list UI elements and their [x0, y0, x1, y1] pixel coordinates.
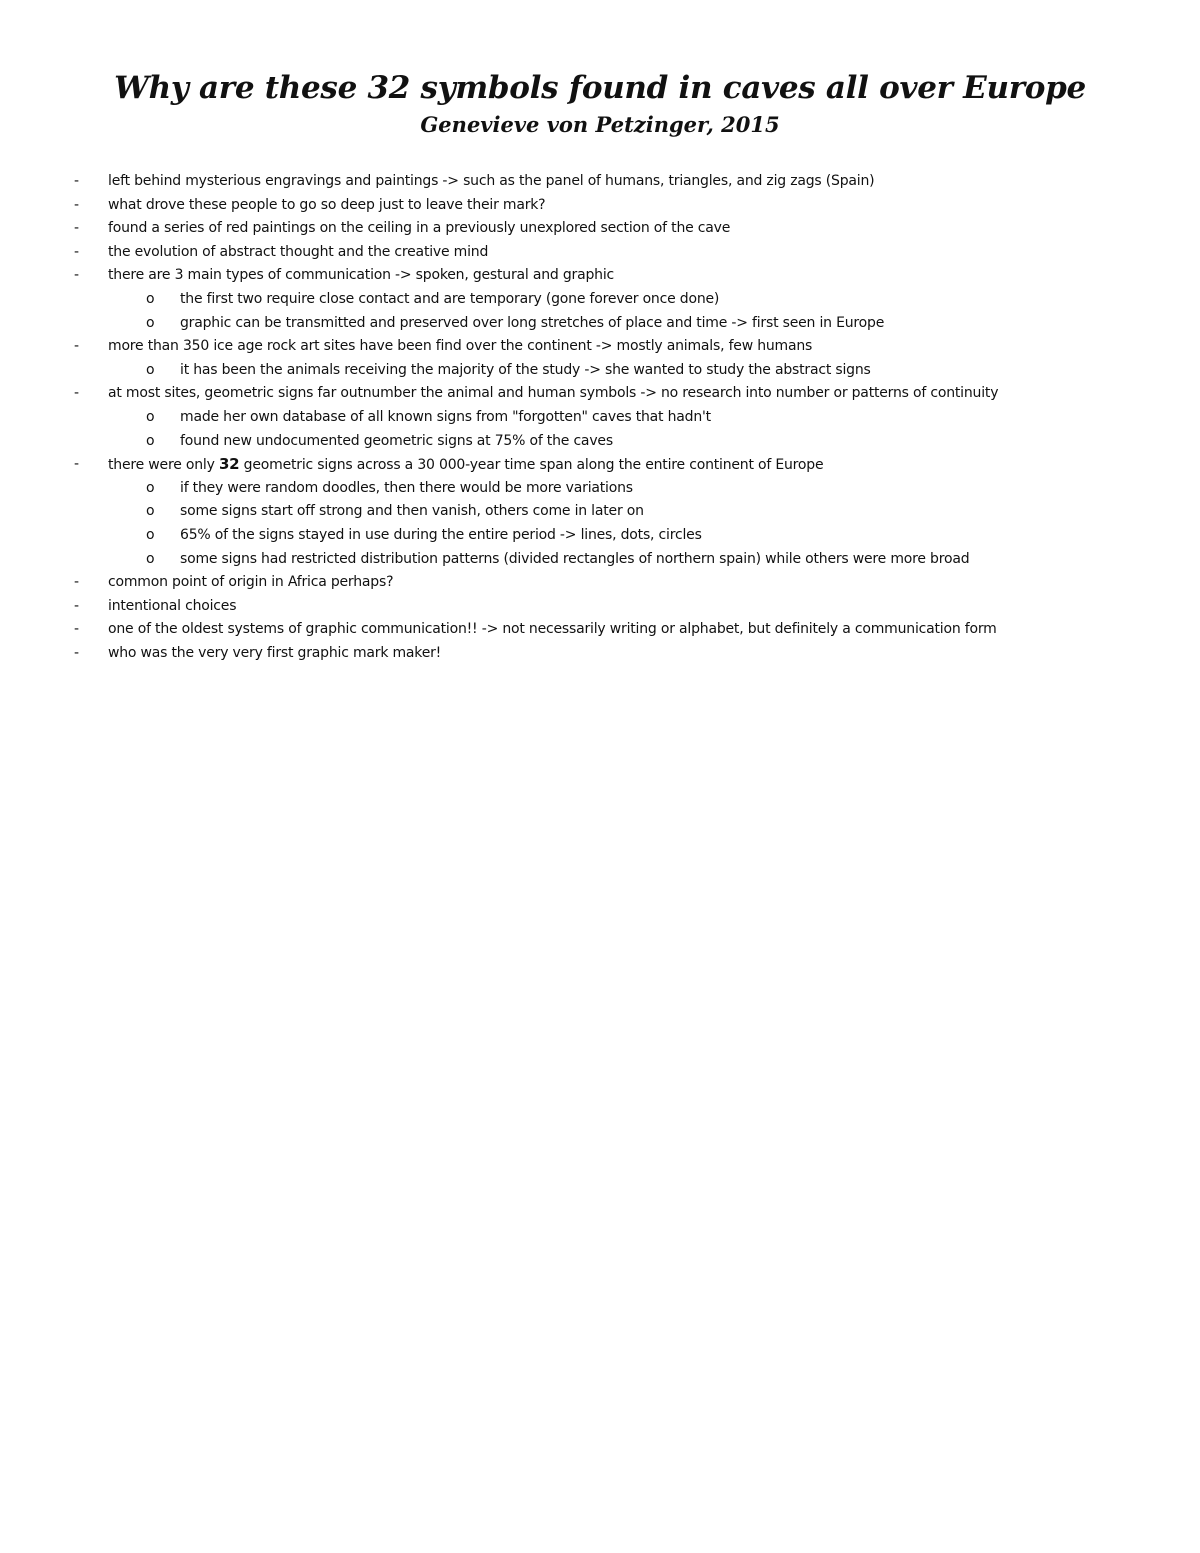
list-item-text: there are 3 main types of communication -> spoken, gestural and graphic — [108, 267, 615, 284]
sub-list-item — [0, 548, 1200, 572]
list-item-text: more than 350 ice age rock art sites have been find over the continent -> mostly animals, few humans — [108, 338, 813, 355]
list-item — [0, 618, 1200, 642]
dash-bullet: - — [74, 220, 79, 237]
list-item-text: one of the oldest systems of graphic communication!! -> not necessarily writing or alphabet, but definitely a communication form — [108, 621, 997, 638]
circle-bullet: o — [146, 361, 155, 378]
dash-bullet: - — [74, 173, 79, 189]
dash-bullet: - — [74, 456, 79, 473]
list-item-text: found a series of red paintings on the ceiling in a previously unexplored section of the cave — [108, 220, 731, 237]
sub-list-item — [0, 524, 1200, 548]
list-item — [0, 241, 1200, 265]
sub-list-item-text: found new undocumented geometric signs at 75% of the caves — [180, 432, 613, 449]
list-item — [0, 382, 1200, 406]
list-item — [0, 595, 1200, 619]
list-item — [0, 217, 1200, 241]
sub-list-item — [0, 312, 1200, 336]
circle-bullet: o — [146, 432, 155, 449]
sub-list-item-text: if they were random doodles, then there would be more variations — [180, 479, 633, 496]
sub-list-item — [0, 288, 1200, 312]
list-item — [0, 642, 1200, 666]
dash-bullet: - — [74, 597, 79, 614]
list-item-text: the evolution of abstract thought and the creative mind — [108, 243, 489, 260]
emphasis-number: 32 — [218, 455, 240, 474]
sub-list-item — [0, 406, 1200, 430]
circle-bullet: o — [146, 290, 155, 307]
list-item — [0, 571, 1200, 595]
sub-list-item-text: the first two require close contact and are temporary (gone forever once done) — [180, 290, 720, 307]
sub-list-item — [0, 500, 1200, 524]
circle-bullet: o — [146, 479, 155, 496]
list-item-text: common point of origin in Africa perhaps? — [108, 574, 394, 591]
list-item — [0, 194, 1200, 218]
list-item-text: left behind mysterious engravings and paintings -> such as the panel of humans, triangles, and zig zags (Spain) — [108, 173, 875, 189]
list-item-text — [108, 453, 823, 478]
sub-list-item — [0, 430, 1200, 454]
dash-bullet: - — [74, 338, 79, 355]
sub-list-item-text: graphic can be transmitted and preserved over long stretches of place and time -> first seen in Europe — [180, 314, 885, 331]
sub-list-item-text: it has been the animals receiving the majority of the study -> she wanted to study the abstract signs — [180, 361, 871, 378]
text-run: there were only — [108, 457, 219, 474]
list-item-text: intentional choices — [108, 597, 237, 614]
notes-list — [0, 170, 1200, 665]
dash-bullet: - — [74, 196, 79, 213]
dash-bullet: - — [74, 574, 79, 591]
list-item — [0, 170, 1200, 194]
page-subtitle: Genevieve von Petzinger, 2015 — [420, 112, 780, 137]
sub-list-item-text: 65% of the signs stayed in use during the entire period -> lines, dots, circles — [180, 526, 702, 543]
sub-list-item-text: some signs had restricted distribution patterns (divided rectangles of northern spain) while others were more broad — [180, 550, 970, 567]
dash-bullet: - — [74, 621, 79, 638]
circle-bullet: o — [146, 408, 155, 425]
sub-list-item — [0, 477, 1200, 501]
dash-bullet: - — [74, 243, 79, 260]
circle-bullet: o — [146, 503, 155, 520]
list-item-text: at most sites, geometric signs far outnumber the animal and human symbols -> no research into number or patterns of continuity — [108, 385, 999, 402]
sub-list-item-text: made her own database of all known signs from "forgotten" caves that hadn't — [180, 408, 711, 425]
dash-bullet: - — [74, 385, 79, 402]
dash-bullet: - — [74, 644, 79, 661]
list-item-text: what drove these people to go so deep just to leave their mark? — [108, 196, 546, 213]
circle-bullet: o — [146, 550, 155, 567]
list-item-text: who was the very very first graphic mark maker! — [108, 644, 442, 661]
sub-list-item-text: some signs start off strong and then vanish, others come in later on — [180, 503, 644, 520]
circle-bullet: o — [146, 314, 155, 331]
list-item — [0, 264, 1200, 288]
circle-bullet: o — [146, 526, 155, 543]
sub-list-item — [0, 359, 1200, 383]
page-title: Why are these 32 symbols found in caves all over Europe — [114, 70, 1086, 106]
list-item — [0, 453, 1200, 477]
list-item — [0, 335, 1200, 359]
text-run: geometric signs across a 30 000-year time span along the entire continent of Europe — [239, 457, 824, 474]
dash-bullet: - — [74, 267, 79, 284]
